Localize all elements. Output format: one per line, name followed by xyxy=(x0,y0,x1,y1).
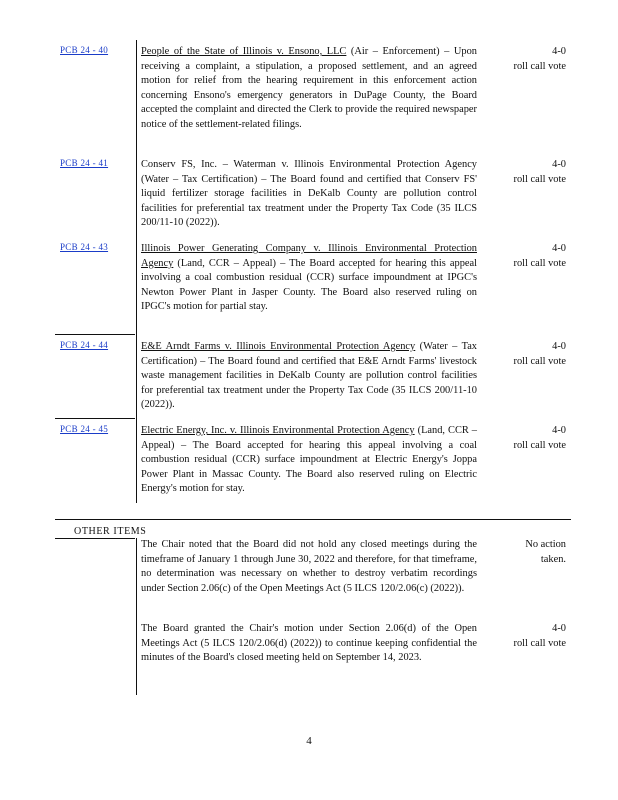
item-description: The Chair noted that the Board did not hold any closed meetings during the timeframe of January 1 through June 30, 2022 and therefore, for that timeframe, no determination was necessary on whether to destroy verbatim recordings under Section 2.06(c) of the Open Meetings Act (5 ILCS 120/2.06(c) (2022)). xyxy=(141,539,477,594)
case-title: Illinois Power Generating Company v. Illinois Environmental Protection Agency xyxy=(141,243,477,269)
vote-type: taken. xyxy=(540,553,566,565)
vote-count: 4-0 xyxy=(552,623,566,634)
divider xyxy=(55,418,135,419)
vote-result xyxy=(486,45,566,74)
column-rule xyxy=(136,538,137,695)
vote-count: 4-0 xyxy=(552,159,566,170)
case-number-link[interactable]: PCB 24 - 43 xyxy=(60,242,109,252)
vote-type: roll call vote xyxy=(513,439,566,451)
vote-type: roll call vote xyxy=(513,257,566,269)
vote-count: No action xyxy=(525,539,566,550)
vote-result xyxy=(486,340,566,369)
vote-count: 4-0 xyxy=(552,46,566,57)
case-title: E&E Arndt Farms v. Illinois Environmental Protection Agency xyxy=(141,341,416,352)
case-description xyxy=(141,45,477,133)
case-number-link[interactable]: PCB 24 - 40 xyxy=(60,45,109,55)
case-summary: (Air – Enforcement) – Upon receiving a complaint, a stipulation, a proposed settlement, and an agreed motion for relief from the hearing requirement in this enforcement action concerning Ensono's emergency generators in DuPage County, the Board accepted the complaint and directed the Clerk to provide the required newspaper notice of the settlement-related filings. xyxy=(141,46,478,130)
page-number: 4 xyxy=(306,735,312,747)
case-description xyxy=(141,340,477,413)
vote-type: roll call vote xyxy=(513,637,566,649)
case-summary: (Land, CCR – Appeal) – The Board accepted for hearing this appeal involving a coal combustion residual (CCR) surface impoundment at IPGC's Newton Power Plant in Jasper County. The Board also reserved ruling on IPGC's motion for partial stay. xyxy=(141,257,477,313)
vote-result xyxy=(486,622,566,651)
case-title: People of the State of Illinois v. Ensono, LLC xyxy=(141,46,347,57)
vote-type: roll call vote xyxy=(513,60,566,72)
vote-result xyxy=(486,538,566,567)
case-number-link[interactable]: PCB 24 - 41 xyxy=(60,158,109,168)
vote-count: 4-0 xyxy=(552,425,566,436)
vote-result xyxy=(486,242,566,271)
case-description xyxy=(141,158,477,231)
case-description xyxy=(141,242,477,315)
case-number-link[interactable]: PCB 24 - 45 xyxy=(60,424,109,434)
item-description: The Board granted the Chair's motion under Section 2.06(d) of the Open Meetings Act (5 ILCS 120/2.06(d) (2022)) to continue keeping confidential the minutes of the Board's closed meeting held on September 14, 2023. xyxy=(141,623,477,664)
vote-result xyxy=(486,424,566,453)
section-rule xyxy=(55,519,571,520)
case-summary: (Land, CCR – Appeal) – The Board accepted for hearing this appeal involving a coal combustion residual (CCR) surface impoundment at Electric Energy's Joppa Power Plant in Massac County. The Board also reserved ruling on Electric Energy's motion for stay. xyxy=(141,425,477,495)
case-description xyxy=(141,424,477,497)
case-title: Electric Energy, Inc. v. Illinois Environmental Protection Agency xyxy=(141,425,415,436)
vote-type: roll call vote xyxy=(513,173,566,185)
section-heading-other-items: OTHER ITEMS xyxy=(74,526,147,537)
case-number-link[interactable]: PCB 24 - 44 xyxy=(60,340,109,350)
vote-result xyxy=(486,158,566,187)
section-rule xyxy=(55,538,135,539)
column-rule xyxy=(136,40,137,503)
vote-type: roll call vote xyxy=(513,355,566,367)
vote-count: 4-0 xyxy=(552,243,566,254)
vote-count: 4-0 xyxy=(552,341,566,352)
case-summary: Conserv FS, Inc. – Waterman v. Illinois Environmental Protection Agency (Water – Tax Certification) – The Board found and certified that Conserv FS' liquid fertilizer storage facilities in DeKalb County are pollution control facilities for preferential tax treatment under the Property Tax Code (35 ILCS 200/11-10 (2022)). xyxy=(141,159,477,229)
case-summary: (Water – Tax Certification) – The Board found and certified that E&E Arndt Farms' livestock waste management facilities in DeKalb County are pollution control facilities for preferential tax treatment under the Property Tax Code (35 ILCS 200/11-10 (2022)). xyxy=(141,341,478,411)
divider xyxy=(55,334,135,335)
